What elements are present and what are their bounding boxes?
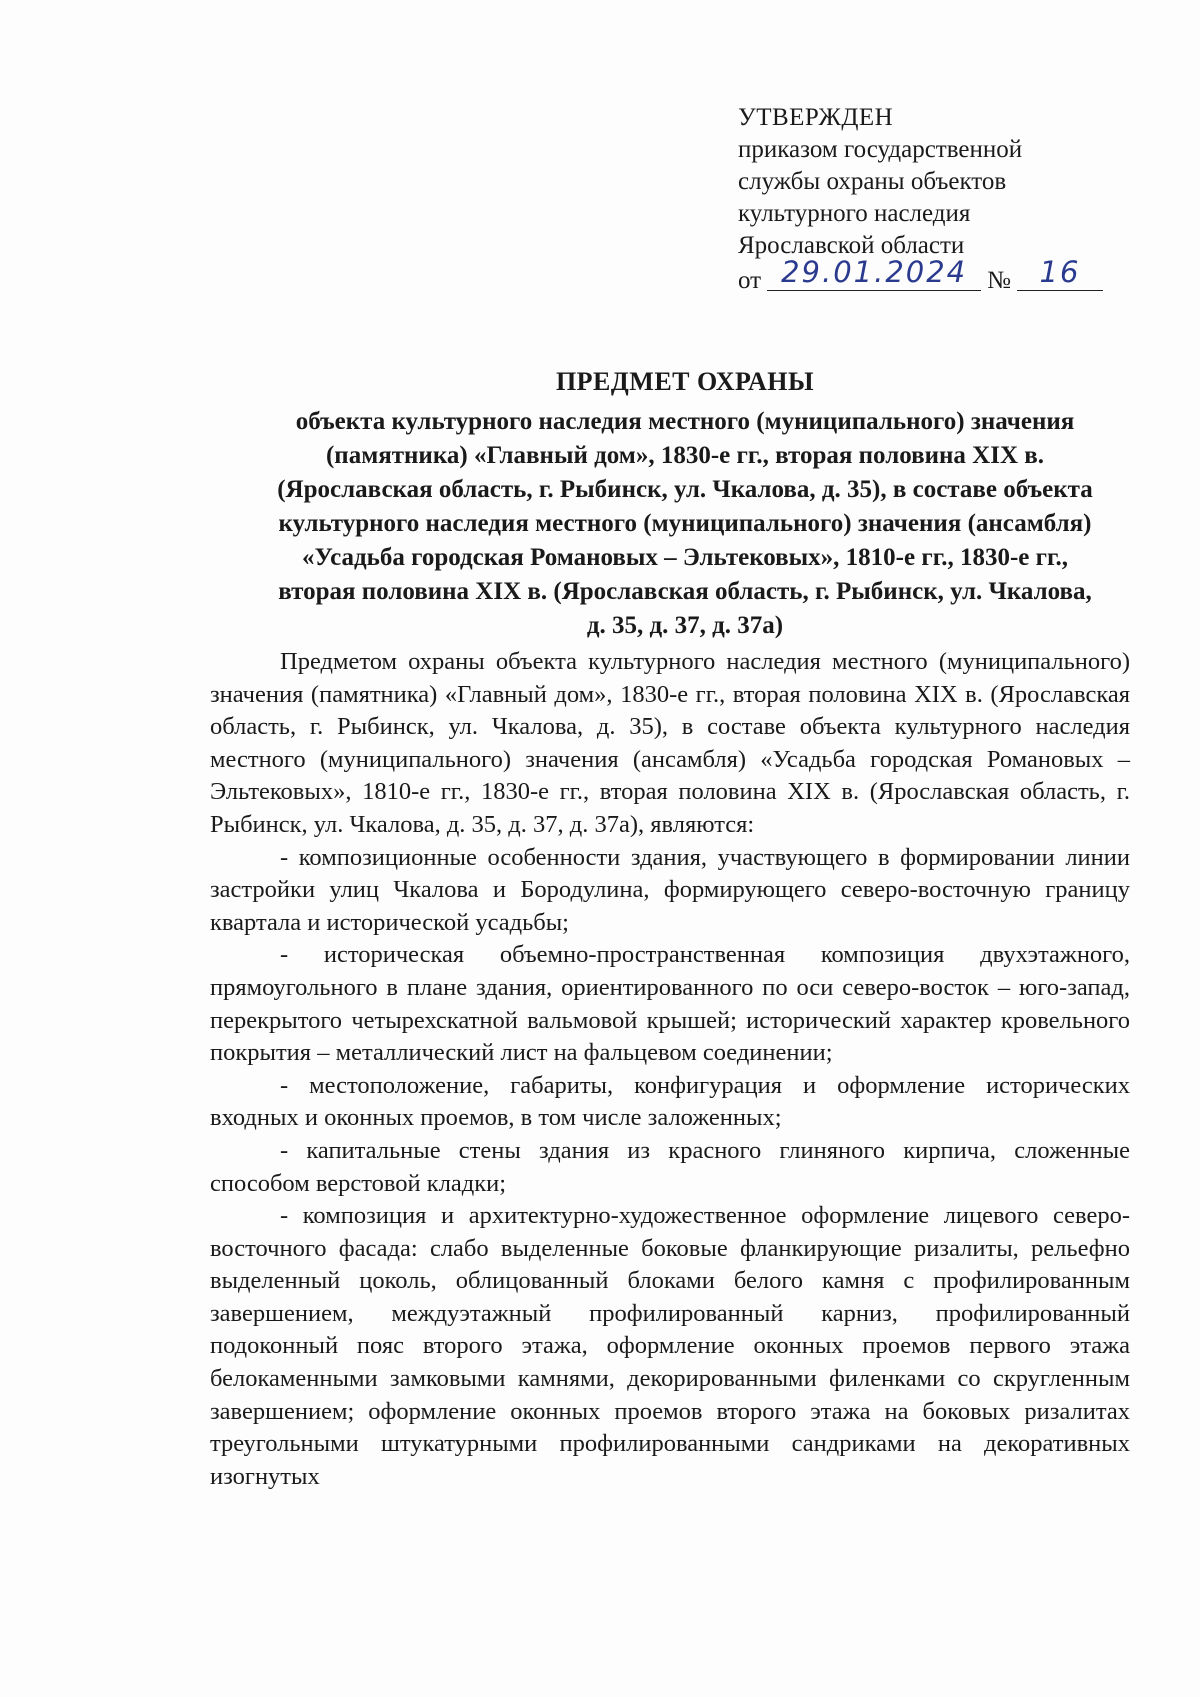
handwritten-date: 29.01.2024 [781, 255, 968, 289]
approval-line: культурного наследия [738, 200, 971, 227]
order-date-number-line [738, 255, 1138, 297]
body-paragraph: - композиция и архитектурно-художественное оформление лицевого северо-восточного фасада: слабо выделенные боковые фланкирующие ризалиты, рельефно выделенный цоколь, облицованный блоками белого камня с профилированным завершением, междуэтажный профилированный карниз, профилированный подоконный пояс второго этажа, оформление оконных проемов первого этажа белокаменными замковыми камнями, декорированными филенками со скругленным завершением; оформление оконных проемов второго этажа на боковых ризалитах треугольными штукатурными профилированными сандриками на декоративных изогнутых [210, 1202, 1130, 1490]
heading-line: объекта культурного наследия местного (муниципального) значения [295, 408, 1075, 435]
body-paragraph: - композиционные особенности здания, участвующего в формировании линии застройки улиц Чкалова и Бородулина, формирующего северо-восточную границу квартала и исторической усадьбы; [210, 843, 1130, 936]
approval-line: службы охраны объектов [738, 168, 1007, 195]
document-body [210, 646, 1130, 1493]
approval-title: УТВЕРЖДЕН [738, 104, 894, 131]
handwritten-number: 16 [1039, 255, 1081, 289]
heading-line: вторая половина XIX в. (Ярославская область, г. Рыбинск, ул. Чкалова, [278, 578, 1092, 605]
heading-line: культурного наследия местного (муниципального) значения (ансамбля) [278, 510, 1092, 537]
body-paragraph: - капитальные стены здания из красного глиняного кирпича, сложенные способом верстовой кладки; [210, 1136, 1130, 1197]
document-title: ПРЕДМЕТ ОХРАНЫ [555, 367, 815, 396]
number-field [1017, 255, 1103, 291]
approval-block [738, 102, 1138, 297]
heading-line: д. 35, д. 37, д. 37а) [586, 612, 784, 639]
body-paragraph: Предметом охраны объекта культурного наследия местного (муниципального) значения (памятника) «Главный дом», 1830-е гг., вторая половина XIX в. (Ярославская область, г. Рыбинск, ул. Чкалова, д. 35), в составе объекта культурного наследия местного (муниципального) значения (ансамбля) «Усадьба городская Романовых – Эльтековых», 1810-е гг., 1830-е гг., вторая половина XIX в. (Ярославская область, г. Рыбинск, ул. Чкалова, д. 35, д. 37, д. 37а), являются: [210, 648, 1130, 838]
heading-line: (памятника) «Главный дом», 1830-е гг., вторая половина XIX в. [325, 442, 1045, 469]
heading-line: «Усадьба городская Романовых – Эльтековых», 1810-е гг., 1830-е гг., [301, 544, 1069, 571]
body-paragraph: - историческая объемно-пространственная композиция двухэтажного, прямоугольного в плане здания, ориентированного по оси северо-восток – юго-запад, перекрытого четырехскатной вальмовой крышей; исторический характер кровельного покрытия – металлический лист на фальцевом соединении; [210, 941, 1130, 1067]
date-field [767, 255, 981, 291]
heading-line: (Ярославская область, г. Рыбинск, ул. Чкалова, д. 35), в составе объекта [277, 476, 1093, 503]
approval-line: Ярославской области [738, 232, 965, 259]
date-prefix: от [738, 267, 762, 294]
document-heading [220, 365, 1150, 643]
body-paragraph: - местоположение, габариты, конфигурация и оформление исторических входных и оконных проемов, в том числе заложенных; [210, 1071, 1130, 1132]
approval-line: приказом государственной [738, 136, 1023, 163]
number-sign: № [987, 267, 1011, 294]
